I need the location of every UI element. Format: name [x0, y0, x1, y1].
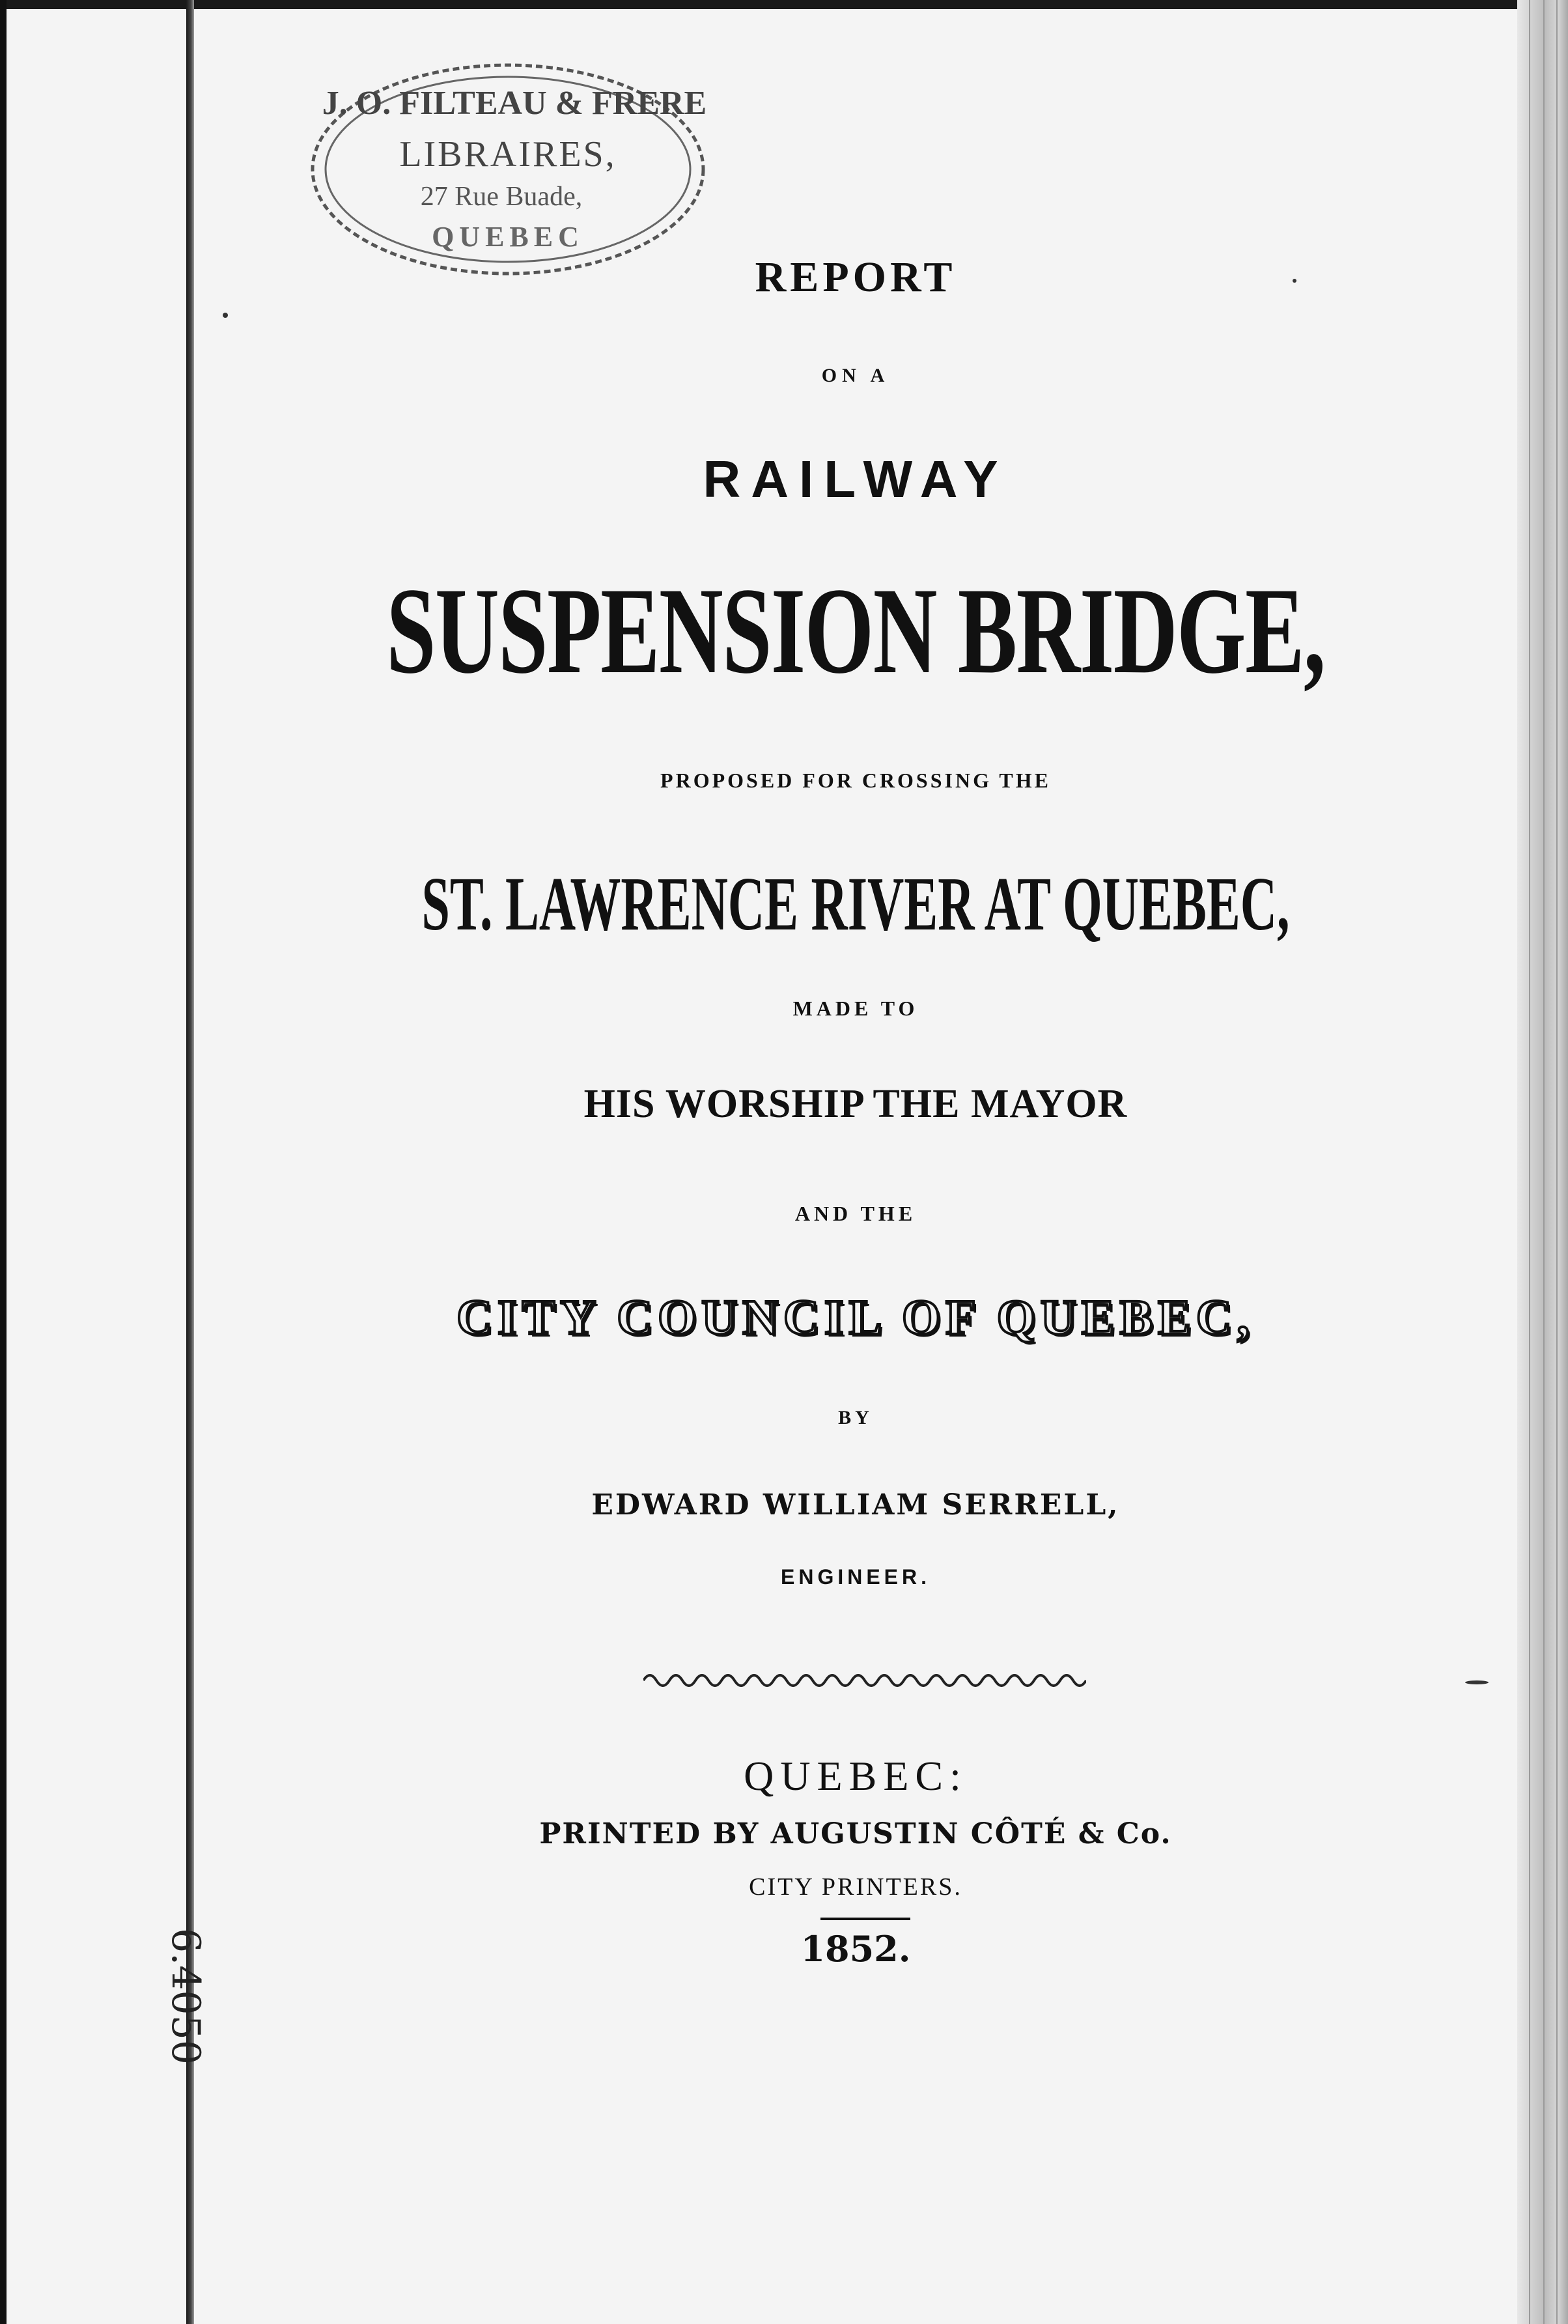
- title-council: CITY COUNCIL OF QUEBEC,: [456, 1290, 1255, 1345]
- speck: [1465, 1680, 1489, 1684]
- page-edge: [1517, 0, 1568, 2324]
- author-by: BY: [838, 1407, 873, 1428]
- title-main: SUSPENSION BRIDGE,: [386, 563, 1325, 700]
- imprint-year: 1852.: [800, 1928, 911, 1970]
- divider-rule: [820, 1918, 910, 1920]
- title-made-to: MADE TO: [792, 997, 919, 1020]
- title-and-the: AND THE: [794, 1202, 917, 1225]
- title-river: ST. LAWRENCE RIVER AT QUEBEC,: [421, 861, 1290, 946]
- stamp-line3: 27 Rue Buade,: [420, 182, 583, 212]
- imprint-printer: PRINTED BY AUGUSTIN CÔTÉ & Co.: [539, 1817, 1172, 1850]
- stamp-line2: LIBRAIRES,: [399, 134, 617, 175]
- author-name: EDWARD WILLIAM SERRELL,: [591, 1488, 1120, 1522]
- scan-border-top: [0, 0, 1568, 9]
- speck: [223, 313, 228, 318]
- title-mayor: HIS WORSHIP THE MAYOR: [583, 1082, 1128, 1126]
- title-on-a: ON A: [821, 365, 890, 386]
- stamp-line1: J. O. FILTEAU & FRERE: [322, 85, 707, 122]
- ornamental-rule: [643, 1667, 1086, 1693]
- title-proposed: PROPOSED FOR CROSSING THE: [660, 769, 1051, 792]
- speck: [1293, 279, 1296, 283]
- imprint-printer-role: CITY PRINTERS.: [749, 1873, 962, 1901]
- title-report: REPORT: [755, 253, 957, 301]
- author-role: ENGINEER.: [780, 1565, 931, 1589]
- imprint-city: QUEBEC:: [744, 1753, 968, 1799]
- handwritten-shelfmark: 6.4050: [163, 1928, 208, 2065]
- stamp-line4: QUEBEC: [432, 221, 584, 253]
- title-railway: RAILWAY: [703, 450, 1009, 508]
